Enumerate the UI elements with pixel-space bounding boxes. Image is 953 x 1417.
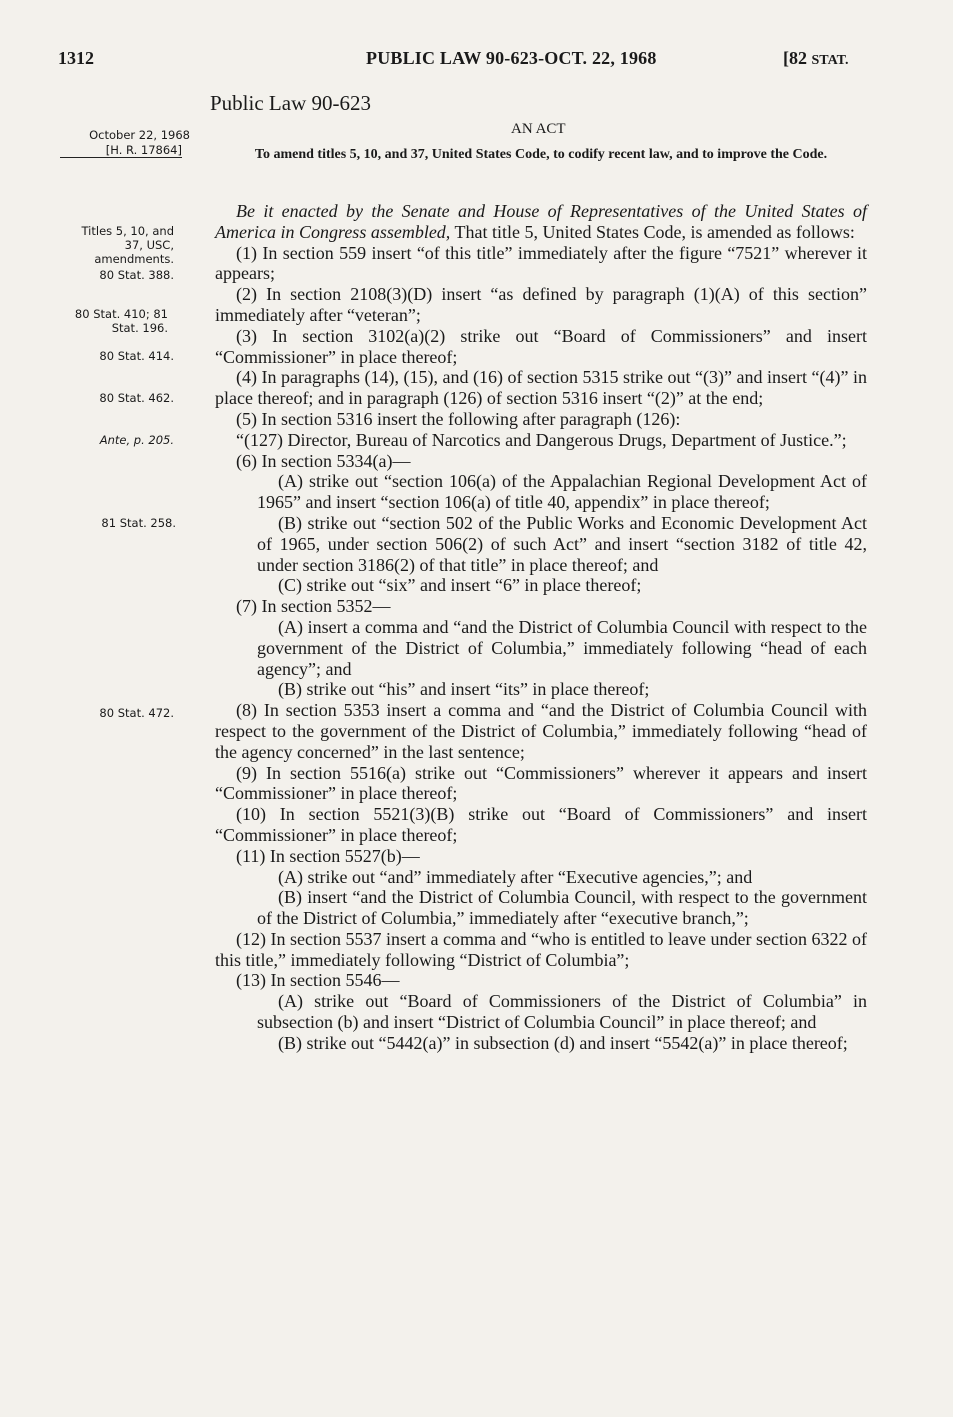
paragraph: (7) In section 5352— xyxy=(236,596,391,617)
paragraph: (6) In section 5334(a)— xyxy=(236,450,411,471)
margin-stat-472: 80 Stat. 472. xyxy=(99,706,174,720)
paragraph: (9) In section 5516(a) strike out “Commissioners” wherever it appears and insert “Commissioner” in place thereof; xyxy=(215,762,867,804)
act-title: To amend titles 5, 10, and 37, United States Code, to codify recent law, and to improve the Code. xyxy=(254,147,828,162)
margin-date: October 22, 1968 xyxy=(89,128,190,142)
margin-stat-388: 80 Stat. 388. xyxy=(99,268,174,282)
enacting-clause-rest: That title 5, United States Code, is amended as follows: xyxy=(450,221,855,242)
margin-titles-note: Titles 5, 10, and 37, USC, amendments. xyxy=(81,224,174,266)
subparagraph: (A) insert a comma and “and the District of Columbia Council with respect to the government of the District of Columbia,” immediately following “head of each agency”; and xyxy=(257,616,867,679)
margin-bill-number: [H. R. 17864] xyxy=(60,143,182,158)
paragraph: (4) In paragraphs (14), (15), and (16) of section 5315 strike out “(3)” and insert “(4)” in place thereof; and in paragraph (126) of section 5316 insert “(2)” at the end; xyxy=(215,367,867,409)
running-head: PUBLIC LAW 90-623-OCT. 22, 1968 xyxy=(366,48,657,68)
enacting-clause xyxy=(215,201,867,243)
page-number: 1312 xyxy=(58,48,94,68)
paragraph: (13) In section 5546— xyxy=(236,970,400,991)
public-law-title: Public Law 90-623 xyxy=(210,91,371,115)
paragraph: “(127) Director, Bureau of Narcotics and Dangerous Drugs, Department of Justice.”; xyxy=(236,429,847,450)
subparagraph: (A) strike out “Board of Commissioners of the District of Columbia” in subsection (b) and insert “District of Columbia Council” in place thereof; and xyxy=(257,991,867,1033)
page-header xyxy=(0,48,953,72)
subparagraph: (A) strike out “section 106(a) of the Appalachian Regional Development Act of 1965” and insert “section 106(a) of title 40, appendix” in place thereof; xyxy=(257,471,867,513)
paragraph: (12) In section 5537 insert a comma and “who is entitled to leave under section 6322 of this title,” immediately following “District of Columbia”; xyxy=(215,928,867,970)
subparagraph: (B) strike out “his” and insert “its” in place thereof; xyxy=(278,679,650,700)
volume-number: [82 xyxy=(783,48,807,68)
an-act-heading: AN ACT xyxy=(511,121,566,137)
margin-stat-410: 80 Stat. 410; 81 Stat. 196. xyxy=(74,307,168,335)
law-body xyxy=(215,201,867,1054)
enacting-clause-italic: Be it enacted by the Senate and House of Representatives of the United States of America in Congress assembled, xyxy=(215,201,867,242)
margin-ante-ref: Ante, p. 205. xyxy=(99,433,174,447)
subparagraph: (B) insert “and the District of Columbia Council, with respect to the government of the District of Columbia,” immediately after “executive branch,”; xyxy=(257,887,867,929)
margin-stat-414: 80 Stat. 414. xyxy=(99,349,174,363)
margin-stat-462: 80 Stat. 462. xyxy=(99,391,174,405)
paragraph: (11) In section 5527(b)— xyxy=(236,845,420,866)
subparagraph: (A) strike out “and” immediately after “Executive agencies,”; and xyxy=(278,866,753,887)
volume-ref xyxy=(783,48,848,69)
subparagraph: (B) strike out “5442(a)” in subsection (d) and insert “5542(a)” in place thereof; xyxy=(278,1032,848,1053)
paragraph: (8) In section 5353 insert a comma and “and the District of Columbia Council with respect to the government of the District of Columbia,” immediately following “head of the agency concerned” in the last sentence; xyxy=(215,700,867,762)
paragraph: (3) In section 3102(a)(2) strike out “Board of Commissioners” and insert “Commissioner” in place thereof; xyxy=(215,325,867,367)
paragraph: (5) In section 5316 insert the following after paragraph (126): xyxy=(236,408,681,429)
paragraph: (2) In section 2108(3)(D) insert “as defined by paragraph (1)(A) of this section” immediately after “veteran”; xyxy=(215,284,867,325)
volume-suffix: STAT. xyxy=(811,53,849,68)
paragraph: (10) In section 5521(3)(B) strike out “Board of Commissioners” and insert “Commissioner” in place thereof; xyxy=(215,804,867,845)
subparagraph: (B) strike out “section 502 of the Public Works and Economic Development Act of 1965, under section 506(2) of such Act” and insert “section 3182 of title 42, under section 3186(2) of that title” in place thereof; and xyxy=(257,512,867,575)
margin-stat-258: 81 Stat. 258. xyxy=(101,516,176,530)
paragraph: (1) In section 559 insert “of this title” immediately after the figure “7521” wherever it appears; xyxy=(215,242,867,284)
subparagraph: (C) strike out “six” and insert “6” in place thereof; xyxy=(278,575,642,596)
